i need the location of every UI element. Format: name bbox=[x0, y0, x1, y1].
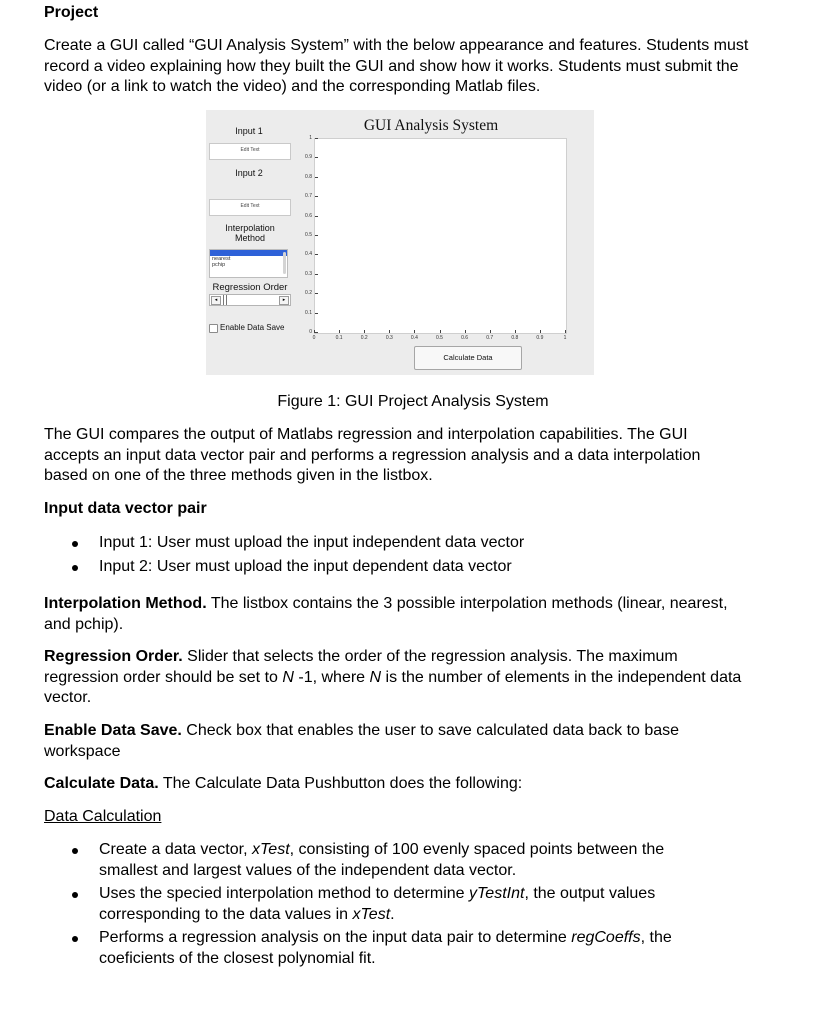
bullet-icon bbox=[72, 936, 78, 942]
interp-label-line1: Interpolation bbox=[225, 223, 275, 233]
y-tick bbox=[315, 274, 318, 275]
y-tick-label: 0.2 bbox=[305, 290, 312, 297]
enable-data-save-label: Enable Data Save bbox=[220, 323, 285, 332]
interp-method-listbox[interactable] bbox=[209, 249, 288, 278]
y-tick bbox=[315, 293, 318, 294]
regression-bold: Regression Order. bbox=[44, 648, 183, 665]
interp-label-line2: Method bbox=[234, 233, 266, 243]
slider-thumb[interactable] bbox=[223, 295, 227, 305]
gui-figure bbox=[206, 110, 594, 375]
x-tick-label: 0.4 bbox=[410, 335, 418, 341]
input2-edit-box[interactable]: Edit Text bbox=[209, 199, 291, 216]
x-tick-label: 1 bbox=[563, 335, 567, 341]
x-tick-label: 0.7 bbox=[486, 335, 494, 341]
bullet-icon bbox=[72, 541, 78, 547]
x-tick bbox=[465, 330, 466, 333]
x-tick-label: 0.5 bbox=[436, 335, 443, 341]
figure-caption: Figure 1: GUI Project Analysis System bbox=[277, 393, 549, 410]
y-tick-label: 0.1 bbox=[305, 309, 312, 316]
calculate-paragraph: Calculate Data. The Calculate Data Pushbutton does the following: bbox=[44, 775, 523, 792]
x-tick-label: 0.9 bbox=[536, 335, 544, 341]
input-pair-heading: Input data vector pair bbox=[44, 500, 207, 517]
listbox-scrollbar[interactable] bbox=[283, 252, 286, 274]
interp-paragraph: Interpolation Method. The listbox contains the 3 possible interpolation methods (linear, nearest, and pchip). bbox=[44, 595, 728, 633]
input1-label: Input 1 bbox=[235, 126, 263, 136]
bullet-icon bbox=[72, 848, 78, 854]
plot-axes bbox=[314, 138, 567, 334]
y-tick bbox=[315, 332, 318, 333]
y-tick bbox=[315, 196, 318, 197]
list-item: Create a data vector, xTest, consisting of 100 evenly spaced points between the smallest and largest values of the independent data vector. bbox=[72, 840, 702, 881]
x-tick bbox=[490, 330, 491, 333]
y-tick bbox=[315, 138, 318, 139]
listbox-item-pchip[interactable]: pchip bbox=[212, 262, 226, 268]
regression-order-label: Regression Order bbox=[212, 282, 288, 293]
compare-paragraph: The GUI compares the output of Matlabs regression and interpolation capabilities. The GUI accepts an input data vector pair and performs a regression analysis and a data interpolation based on one of the three methods given in the listbox. bbox=[44, 426, 701, 484]
x-tick bbox=[515, 330, 516, 333]
x-tick-label: 0.3 bbox=[385, 335, 393, 341]
slider-left-arrow-icon[interactable]: ◂ bbox=[211, 296, 221, 305]
listbox-item-linear[interactable]: linear bbox=[210, 250, 287, 256]
input1-edit-box[interactable]: Edit Text bbox=[209, 143, 291, 160]
gui-title: GUI Analysis System bbox=[363, 117, 499, 134]
x-tick-label: 0.6 bbox=[461, 335, 469, 341]
interp-method-label bbox=[216, 223, 284, 243]
project-heading: Project bbox=[44, 4, 99, 21]
y-tick bbox=[315, 313, 318, 314]
enable-data-save-checkbox[interactable] bbox=[209, 324, 218, 333]
calculate-data-button[interactable]: Calculate Data bbox=[414, 346, 522, 370]
regression-order-slider[interactable] bbox=[209, 294, 291, 306]
y-tick bbox=[315, 254, 318, 255]
intro-paragraph: Create a GUI called “GUI Analysis System” with the below appearance and features. Students must record a video explaining how they built the GUI and show how it works. Students must submit the video (or a link to watch the video) and the corresponding Matlab files. bbox=[44, 37, 749, 95]
enable-paragraph: Enable Data Save. Check box that enables the user to save calculated data back to base workspace bbox=[44, 722, 680, 760]
calc-bullet-list bbox=[72, 840, 702, 969]
y-tick bbox=[315, 177, 318, 178]
y-tick-label: 0.8 bbox=[305, 173, 312, 180]
y-tick-label: 0.9 bbox=[305, 154, 312, 161]
slider-right-arrow-icon[interactable]: ▸ bbox=[279, 296, 289, 305]
x-tick bbox=[565, 330, 566, 333]
calculate-bold: Calculate Data. bbox=[44, 775, 159, 792]
x-tick bbox=[339, 330, 340, 333]
x-tick-label: 0 bbox=[312, 335, 316, 341]
list-item: Uses the specied interpolation method to determine yTestInt, the output values corresponding to the data values in xTest. bbox=[72, 884, 702, 925]
bullet-icon bbox=[72, 892, 78, 898]
x-tick-label: 0.1 bbox=[335, 335, 343, 341]
x-tick-label: 0.2 bbox=[360, 335, 368, 341]
enable-bold: Enable Data Save. bbox=[44, 722, 182, 739]
data-calc-heading: Data Calculation bbox=[44, 808, 162, 825]
x-tick bbox=[440, 330, 441, 333]
input2-label: Input 2 bbox=[235, 168, 263, 178]
y-tick-label: 0.3 bbox=[305, 270, 312, 277]
y-tick bbox=[315, 235, 318, 236]
y-tick bbox=[315, 157, 318, 158]
x-tick bbox=[414, 330, 415, 333]
list-item: Input 1: User must upload the input independent data vector bbox=[72, 533, 524, 554]
listbox-item-nearest[interactable]: nearest bbox=[212, 256, 231, 262]
list-item: Performs a regression analysis on the input data pair to determine regCoeffs, the coeficients of the closest polynomial fit. bbox=[72, 928, 702, 969]
y-tick bbox=[315, 216, 318, 217]
y-tick-label: 0.5 bbox=[305, 232, 312, 238]
y-tick-label: 0.6 bbox=[305, 212, 312, 219]
y-tick-label: 0.4 bbox=[305, 251, 312, 258]
x-tick-label: 0.8 bbox=[511, 335, 519, 341]
x-tick bbox=[314, 330, 315, 333]
x-tick bbox=[389, 330, 390, 333]
input-bullet-list bbox=[72, 533, 524, 577]
y-tick-label: 0.7 bbox=[305, 193, 312, 200]
bullet-icon bbox=[72, 565, 78, 571]
y-tick-label: 1 bbox=[309, 135, 312, 141]
regression-paragraph: Regression Order. Slider that selects the order of the regression analysis. The maximum regression order should be set to N -1, where N is the number of elements in the independent data vector. bbox=[44, 648, 742, 706]
list-item: Input 2: User must upload the input dependent data vector bbox=[72, 557, 524, 578]
x-tick bbox=[364, 330, 365, 333]
interp-bold: Interpolation Method. bbox=[44, 595, 207, 612]
y-tick-label: 0 bbox=[309, 329, 312, 335]
x-tick bbox=[540, 330, 541, 333]
